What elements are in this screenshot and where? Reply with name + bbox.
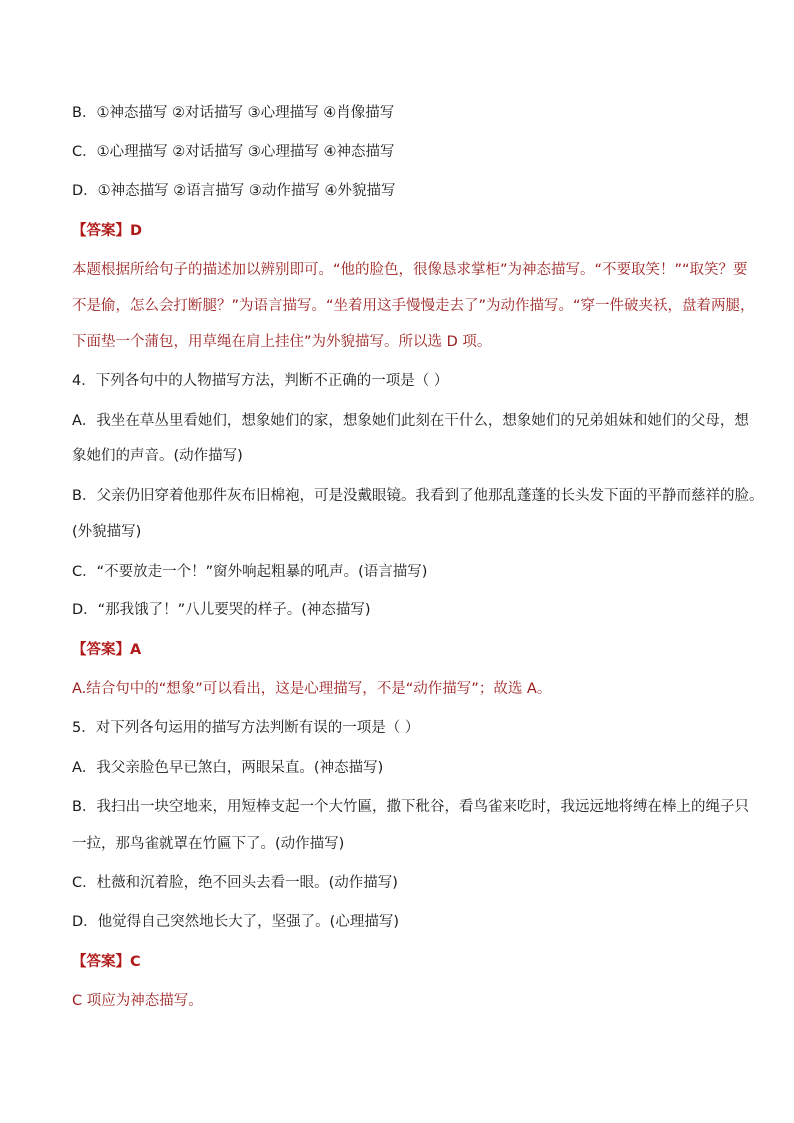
q4-question: 4．下列各句中的人物描写方法，判断不正确的一项是（ ） [72, 373, 449, 389]
q4-option-a-line-1: A．我坐在草丛里看她们，想象她们的家，想象她们此刻在干什么，想象她们的兄弟姐妹和她们的父母，想 [72, 413, 749, 429]
q5-option-d: D．他觉得自己突然地长大了，坚强了。(心理描写) [72, 914, 399, 930]
q5-option-b-line-1: B．我扫出一块空地来，用短棒支起一个大竹匾，撒下秕谷，看鸟雀来吃时，我远远地将缚在棒上的绳子只 [72, 799, 749, 815]
q4-option-d: D．“那我饿了！”八儿要哭的样子。(神态描写) [72, 602, 371, 618]
q4-answer-label: 【答案】A [72, 642, 142, 658]
q3-option-b: B．①神态描写 ②对话描写 ③心理描写 ④肖像描写 [72, 105, 395, 121]
q3-answer-label: 【答案】D [72, 223, 143, 239]
q5-answer-label: 【答案】C [72, 954, 141, 970]
q4-explanation: A.结合句中的“想象”可以看出，这是心理描写，不是“动作描写”；故选 A。 [72, 681, 552, 697]
q5-option-c: C．杜薇和沉着脸，绝不回头去看一眼。(动作描写) [72, 875, 398, 891]
q4-option-b-line-2: (外貌描写) [72, 524, 142, 540]
q5-option-b-line-2: 一拉，那鸟雀就罩在竹匾下了。(动作描写) [72, 836, 345, 852]
q5-option-a: A．我父亲脸色早已煞白，两眼呆直。(神态描写) [72, 760, 384, 776]
q3-option-c: C．①心理描写 ②对话描写 ③心理描写 ④神态描写 [72, 144, 395, 160]
q3-option-d: D．①神态描写 ②语言描写 ③动作描写 ④外貌描写 [72, 183, 396, 199]
q3-explanation-line-3: 下面垫一个蒲包，用草绳在肩上挂住”为外貌描写。所以选 D 项。 [72, 334, 492, 350]
q3-explanation-line-2: 不是偷，怎么会打断腿？”为语言描写。“坐着用这手慢慢走去了”为动作描写。“穿一件破夹袄，盘着两腿， [72, 298, 755, 314]
q4-option-a-line-2: 象她们的声音。(动作描写) [72, 448, 243, 464]
q5-question: 5．对下列各句运用的描写方法判断有误的一项是（ ） [72, 720, 420, 736]
q5-explanation: C 项应为神态描写。 [72, 993, 203, 1009]
q3-explanation-line-1: 本题根据所给句子的描述加以辨别即可。“他的脸色，很像恳求掌柜”为神态描写。“不要取笑！”“取笑？要 [72, 262, 748, 278]
q4-option-c: C．“不要放走一个！”窗外响起粗暴的吼声。(语言描写) [72, 564, 428, 580]
q4-option-b-line-1: B．父亲仍旧穿着他那件灰布旧棉袍，可是没戴眼镜。我看到了他那乱蓬蓬的长头发下面的平静而慈祥的脸。 [72, 488, 764, 504]
